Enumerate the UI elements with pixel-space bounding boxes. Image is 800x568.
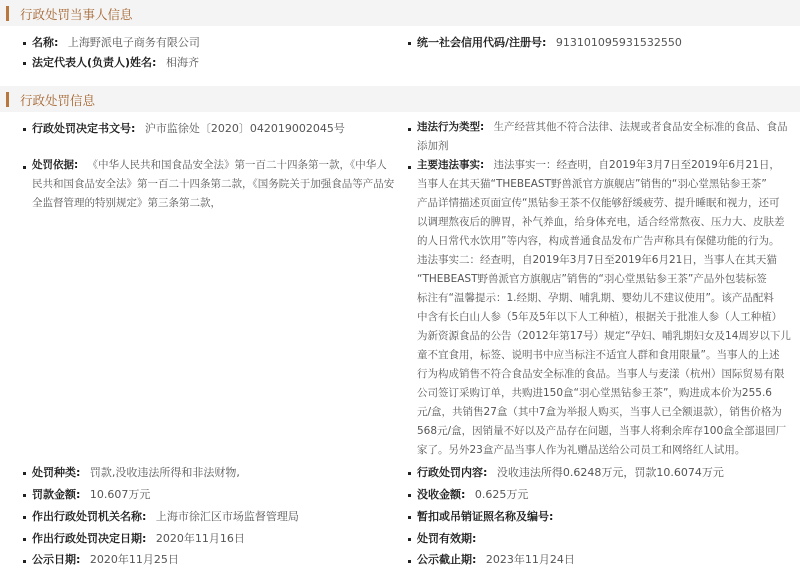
fine-amount-label: 罚款金额: — [32, 488, 81, 501]
bullet-dot — [23, 516, 26, 519]
main-facts-line: 以调理熬夜后的脾胃，补气养血，给身体充电，适合经常熬夜、压力大、皮肤差 — [417, 216, 785, 228]
main-facts-line: 家了。另外23盒产品当事人作为礼赠品送给公司员工和网络红人试用。 — [417, 444, 746, 456]
decision-date-label: 作出行政处罚决定日期: — [32, 532, 147, 545]
party-name-label: 名称: — [32, 36, 59, 49]
publish-date-field — [32, 551, 179, 568]
decision-doc-label: 行政处罚决定书文号: — [32, 122, 136, 135]
credit-code-label: 统一社会信用代码/注册号: — [417, 36, 547, 49]
credit-code-value: 913101095931532550 — [555, 36, 682, 49]
legal-rep-field — [32, 54, 199, 71]
decision-doc-value: 沪市监徐处〔2020〕042019002045号 — [144, 122, 345, 135]
bullet-dot — [408, 42, 411, 45]
decision-doc-field — [32, 120, 345, 137]
bullet-dot — [23, 42, 26, 45]
main-facts-line: 568元/盒，因销量不好以及产品存在问题，当事人将剩余库存100盒全部退回厂 — [417, 425, 787, 437]
authority-value: 上海市徐汇区市场监督管理局 — [155, 510, 299, 523]
authority-field — [32, 508, 299, 525]
bullet-dot — [408, 494, 411, 497]
bullet-dot — [23, 538, 26, 541]
confiscation-amount-value: 0.625万元 — [474, 488, 529, 501]
bullet-dot — [408, 166, 411, 169]
party-name-value: 上海野派电子商务有限公司 — [67, 36, 200, 49]
publish-end-value: 2023年11月24日 — [485, 553, 575, 566]
main-facts-line: 当事人在其天猫“THEBEAST野兽派官方旗舰店”销售的“羽心堂黑钻参王茶” — [417, 178, 767, 190]
penalty-content-value: 没收违法所得0.6248万元，罚款10.6074万元 — [496, 466, 724, 479]
publish-end-label: 公示截止期: — [417, 553, 477, 566]
credit-code-field — [417, 34, 682, 51]
publish-end-field — [417, 551, 575, 568]
fine-amount-value: 10.607万元 — [89, 488, 151, 501]
penalty-section-title: 行政处罚信息 — [20, 93, 96, 108]
bullet-dot — [408, 516, 411, 519]
bullet-dot — [23, 166, 26, 169]
penalty-content-label: 行政处罚内容: — [417, 466, 488, 479]
bullet-dot — [408, 538, 411, 541]
penalty-category-label: 处罚种类: — [32, 466, 81, 479]
main-facts-line: 元/盒，共销售27盒（其中7盒为举报人购买，当事人已全额退款），销售价格为 — [417, 406, 782, 418]
bullet-dot — [23, 128, 26, 131]
bullet-dot — [408, 128, 411, 131]
penalty-section-header — [0, 86, 800, 112]
violation-type-line: 添加剂 — [417, 140, 449, 152]
main-facts-label: 主要违法事实: — [417, 159, 485, 171]
decision-date-field — [32, 530, 245, 547]
main-facts-line: 产品详情描述页面宣传“黑钻参王茶不仅能够舒缓疲劳、提升睡眠和视力，还可 — [417, 197, 780, 209]
section-accent-bar — [6, 6, 9, 21]
party-section-title: 行政处罚当事人信息 — [20, 7, 133, 22]
main-facts-field — [417, 156, 795, 460]
main-facts-line: “THEBEAST野兽派官方旗舰店”销售的“羽心堂黑钻参王茶”产品外包装标签 — [417, 273, 767, 285]
bullet-dot — [408, 560, 411, 563]
violation-type-field — [417, 118, 792, 156]
penalty-basis-line: 《中华人民共和国食品安全法》第一百二十四条第一款，《中华人 — [87, 159, 387, 171]
penalty-basis-label: 处罚依据: — [32, 159, 79, 171]
main-facts-line: 为新资源食品的公告（2012年第17号）规定“孕妇、哺乳期妇女及14周岁以下儿 — [417, 330, 791, 342]
validity-period-field — [417, 530, 476, 547]
publish-date-label: 公示日期: — [32, 553, 81, 566]
confiscation-amount-label: 没收金额: — [417, 488, 466, 501]
bullet-dot — [408, 472, 411, 475]
authority-label: 作出行政处罚机关名称: — [32, 510, 147, 523]
penalty-category-value: 罚款,没收违法所得和非法财物, — [89, 466, 240, 479]
legal-rep-label: 法定代表人(负责人)姓名: — [32, 56, 157, 69]
party-name-field — [32, 34, 200, 51]
main-facts-line: 中含有长白山人参（5年及5年以下人工种植），根据关于批准人参（人工种植） — [417, 311, 783, 323]
main-facts-line: 违法事实一：经查明，自2019年3月7日至2019年6月21日， — [493, 159, 780, 171]
publish-date-value: 2020年11月25日 — [89, 553, 179, 566]
main-facts-line: 公司签订采购订单，共购进150盒“羽心堂黑钻参王茶”，购进成本价为255.6 — [417, 387, 772, 399]
license-suspension-field — [417, 508, 553, 525]
penalty-basis-line: 民共和国食品安全法》第一百二十四条第二款，《国务院关于加强食品等产品安 — [32, 178, 395, 190]
penalty-basis-field — [32, 156, 404, 213]
main-facts-line: 标注有“温馨提示：1.经期、孕期、哺乳期、婴幼儿不建议使用”。该产品配料 — [417, 292, 774, 304]
section-accent-bar — [6, 92, 9, 107]
bullet-dot — [23, 560, 26, 563]
penalty-basis-line: 全监督管理的特别规定》第三条第二款， — [32, 197, 221, 209]
license-suspension-label: 暂扣或吊销证照名称及编号: — [417, 510, 554, 523]
validity-period-label: 处罚有效期: — [417, 532, 477, 545]
violation-type-label: 违法行为类型: — [417, 121, 485, 133]
main-facts-line: 童不宜食用，标签、说明书中应当标注不适宜人群和食用限量”。当事人的上述 — [417, 349, 780, 361]
penalty-category-field — [32, 464, 240, 481]
main-facts-line: 行为构成销售不符合食品安全标准的食品。当事人与麦漾（杭州）国际贸易有限 — [417, 368, 785, 380]
bullet-dot — [23, 62, 26, 65]
fine-amount-field — [32, 486, 150, 503]
bullet-dot — [23, 472, 26, 475]
penalty-content-field — [417, 464, 724, 481]
main-facts-line: 的人日常代水饮用”等内容，构成普通食品发布广告声称具有保健功能的行为。 — [417, 235, 780, 247]
confiscation-amount-field — [417, 486, 528, 503]
legal-rep-value: 相海齐 — [165, 56, 199, 69]
decision-date-value: 2020年11月16日 — [155, 532, 245, 545]
main-facts-line: 违法事实二：经查明，自2019年3月7日至2019年6月21日，当事人在其天猫 — [417, 254, 777, 266]
party-section-header — [0, 0, 800, 26]
violation-type-line: 生产经营其他不符合法律、法规或者食品安全标准的食品、食品 — [493, 121, 788, 133]
bullet-dot — [23, 494, 26, 497]
